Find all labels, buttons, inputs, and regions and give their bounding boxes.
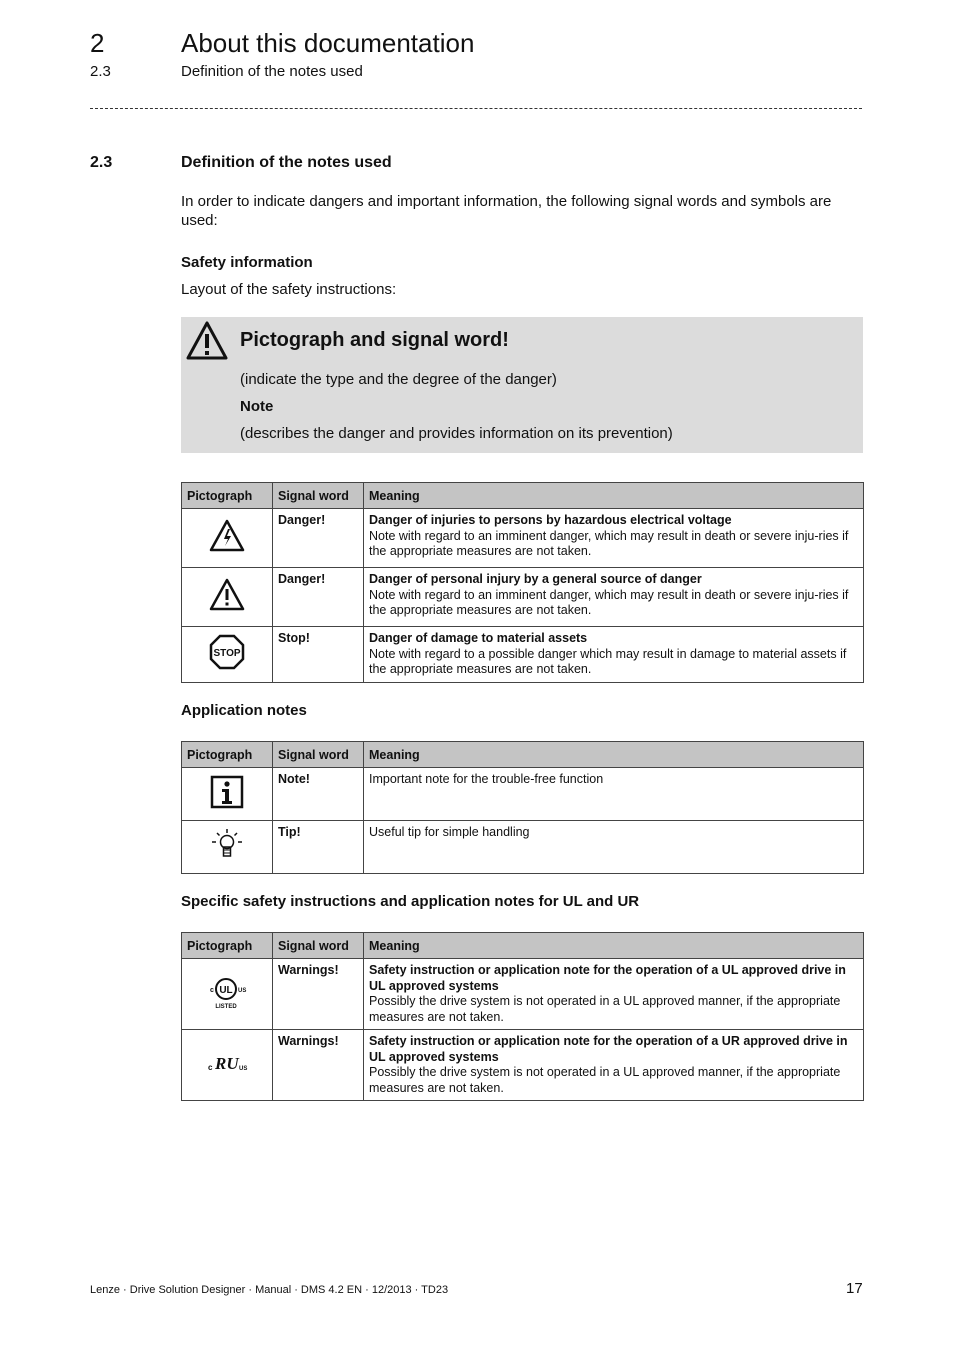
svg-text:c: c [210, 986, 214, 994]
table-row [182, 568, 864, 627]
meaning-title: Safety instruction or application note for the operation of a UR approved drive in UL approved systems [369, 1034, 848, 1064]
table-row [182, 509, 864, 568]
svg-text:US: US [238, 987, 247, 994]
safety-heading: Safety information [181, 254, 313, 271]
signal-word: Note! [273, 768, 364, 821]
table-header-row [182, 742, 864, 768]
signal-word: Danger! [273, 568, 364, 627]
chapter-title: About this documentation [181, 28, 475, 58]
signal-word: Warnings! [273, 1030, 364, 1101]
table-row [182, 1030, 864, 1101]
column-header-signal-word: Signal word [273, 742, 364, 768]
meaning-text: Possibly the drive system is not operated in a UL approved manner, if the appropriate measures are not taken. [369, 994, 841, 1024]
meaning-text: Possibly the drive system is not operated in a UL approved manner, if the appropriate measures are not taken. [369, 1065, 841, 1095]
ul-notes-table [181, 932, 864, 1101]
header-section-number: 2.3 [90, 63, 111, 80]
section-intro: In order to indicate dangers and important information, the following signal words and symbols are used: [181, 193, 832, 229]
column-header-meaning: Meaning [364, 742, 864, 768]
svg-text:UL: UL [219, 984, 233, 996]
column-header-meaning: Meaning [364, 483, 864, 509]
meaning-text: Note with regard to an imminent danger, which may result in death or severe inju-ries if the appropriate measures are not taken. [369, 587, 849, 617]
section-number: 2.3 [90, 154, 113, 171]
safety-box-heading: Pictograph and signal word! [240, 329, 509, 351]
warning-triangle-icon [185, 320, 229, 367]
column-header-pictograph: Pictograph [182, 742, 273, 768]
column-header-signal-word: Signal word [273, 933, 364, 959]
safety-notes-table [181, 482, 864, 683]
column-header-pictograph: Pictograph [182, 933, 273, 959]
signal-word: Stop! [273, 627, 364, 683]
table-row [182, 821, 864, 874]
meaning-title: Danger of damage to material assets [369, 631, 588, 645]
signal-word: Warnings! [273, 959, 364, 1030]
meaning-text: Note with regard to a possible danger which may result in damage to material assets if the appropriate measures are not taken. [369, 646, 847, 676]
svg-text:c: c [208, 1062, 213, 1072]
page-footer: Lenze · Drive Solution Designer · Manual · DMS 4.2 EN · 12/2013 · TD23 [90, 1284, 449, 1296]
table-row [182, 768, 864, 821]
safety-layout-text: Layout of the safety instructions: [181, 281, 397, 298]
chapter-number: 2 [90, 28, 105, 58]
svg-text:STOP: STOP [213, 648, 241, 659]
ul-listed-logo-icon [204, 984, 250, 1015]
meaning-title: Danger of injuries to persons by hazardous electrical voltage [369, 513, 732, 527]
header-divider [90, 108, 862, 109]
svg-text:LISTED: LISTED [215, 1003, 237, 1010]
meaning-text: Important note for the trouble-free function [364, 768, 864, 821]
signal-word: Tip! [273, 821, 364, 874]
table-row [182, 959, 864, 1030]
header-section-title: Definition of the notes used [181, 63, 363, 80]
svg-text:RU: RU [215, 1053, 239, 1073]
column-header-signal-word: Signal word [273, 483, 364, 509]
meaning-title: Danger of personal injury by a general source of danger [369, 572, 702, 586]
ur-recognized-logo-icon [204, 1053, 250, 1079]
safety-box-line-description: (describes the danger and provides information on its prevention) [240, 425, 673, 442]
light-bulb-icon [209, 852, 245, 866]
meaning-text: Note with regard to an imminent danger, which may result in death or severe inju-ries if the appropriate measures are not taken. [369, 528, 849, 558]
table-header-row [182, 933, 864, 959]
stop-sign-icon [209, 648, 245, 673]
ul-notes-heading: Specific safety instructions and application notes for UL and UR [181, 893, 640, 910]
section-title: Definition of the notes used [181, 154, 392, 171]
application-notes-table [181, 741, 864, 874]
table-row [182, 627, 864, 683]
table-header-row [182, 483, 864, 509]
general-danger-warning-icon [208, 602, 246, 616]
page-number: 17 [846, 1280, 863, 1297]
safety-box-line-note: Note [240, 398, 274, 415]
electrical-voltage-warning-icon [208, 543, 246, 557]
meaning-title: Safety instruction or application note for the operation of a UL approved drive in UL approved systems [369, 963, 846, 993]
svg-text:US: US [239, 1065, 248, 1072]
info-icon [210, 798, 244, 812]
safety-layout-box [181, 317, 863, 453]
column-header-meaning: Meaning [364, 933, 864, 959]
meaning-text: Useful tip for simple handling [364, 821, 864, 874]
column-header-pictograph: Pictograph [182, 483, 273, 509]
signal-word: Danger! [273, 509, 364, 568]
safety-box-line-type: (indicate the type and the degree of the danger) [240, 371, 557, 388]
application-notes-heading: Application notes [181, 702, 307, 719]
